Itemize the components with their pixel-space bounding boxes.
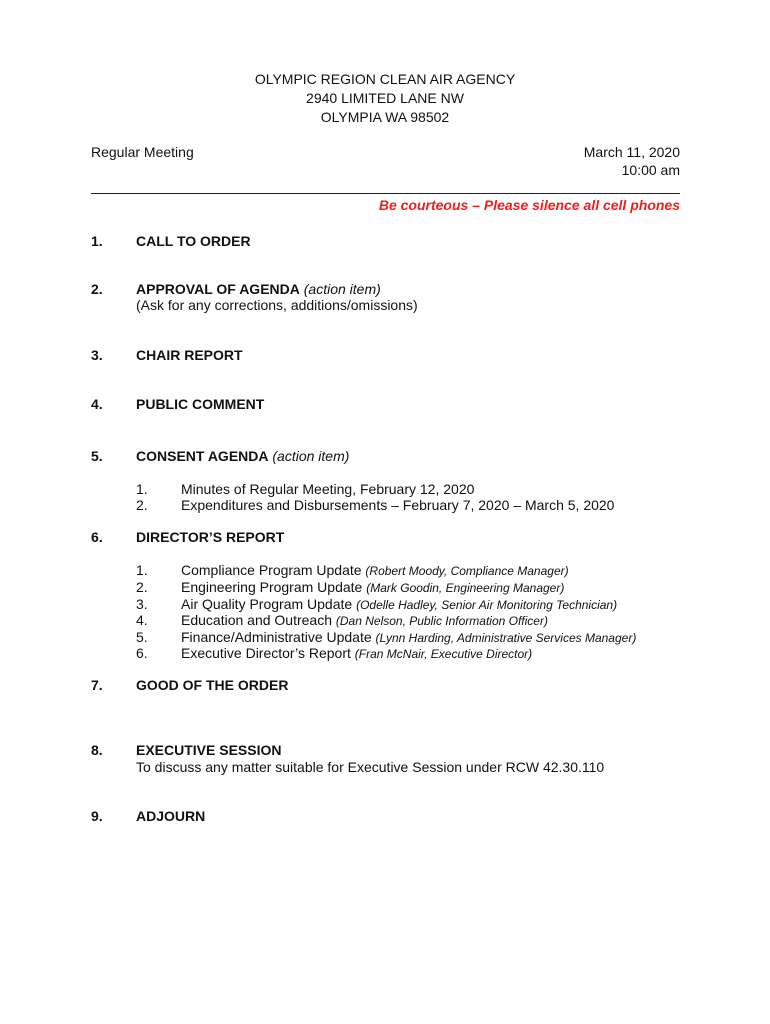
item-6-sub-3-number: 3. [136,596,148,612]
item-5-heading [136,448,349,465]
item-6-sub-6-presenter: (Fran McNair, Executive Director) [354,647,533,661]
item-5-title: CONSENT AGENDA [136,448,269,464]
item-6-sub-2-number: 2. [136,579,148,595]
item-6-sub-6-number: 6. [136,645,148,661]
item-6-sub-2 [181,579,564,597]
item-1-title: CALL TO ORDER [136,233,251,249]
item-6-sub-2-text: Engineering Program Update [181,579,363,595]
item-6-sub-4-text: Education and Outreach [181,612,332,628]
item-9-title: ADJOURN [136,808,206,824]
item-6-sub-1-presenter: (Robert Moody, Compliance Manager) [365,564,569,578]
item-6-sub-5-number: 5. [136,629,148,645]
courtesy-notice: Be courteous – Please silence all cell phones [378,197,680,213]
item-6-sub-2-presenter: (Mark Goodin, Engineering Manager) [366,581,565,595]
item-6-sub-6-text: Executive Director’s Report [181,645,351,661]
org-city: OLYMPIA WA 98502 [320,109,450,125]
org-address: 2940 LIMITED LANE NW [306,90,464,106]
meeting-type: Regular Meeting [91,144,194,160]
item-5-sub-1-number: 1. [136,481,148,497]
item-5-sub-2-text: Expenditures and Disbursements – February 7, 2020 – March 5, 2020 [181,497,615,513]
item-6-sub-1-text: Compliance Program Update [181,562,362,578]
item-3-title: CHAIR REPORT [136,347,243,363]
meeting-time: 10:00 am [621,162,680,178]
item-5-tag: (action item) [272,448,350,464]
header-divider [91,193,680,194]
item-6-number: 6. [91,529,103,545]
item-6-sub-3-presenter: (Odelle Hadley, Senior Air Monitoring Technician) [356,598,618,612]
item-3-number: 3. [91,347,103,363]
item-8-detail: To discuss any matter suitable for Executive Session under RCW 42.30.110 [136,759,605,775]
item-5-sub-1-text: Minutes of Regular Meeting, February 12, 2020 [181,481,475,497]
item-6-title: DIRECTOR’S REPORT [136,529,285,545]
item-2-title: APPROVAL OF AGENDA [136,281,300,297]
item-2-tag: (action item) [303,281,381,297]
item-6-sub-1-number: 1. [136,562,148,578]
item-6-sub-5-presenter: (Lynn Harding, Administrative Services Manager) [375,631,637,645]
item-6-sub-5-text: Finance/Administrative Update [181,629,372,645]
item-8-title: EXECUTIVE SESSION [136,742,282,758]
item-6-sub-1 [181,562,569,580]
item-7-title: GOOD OF THE ORDER [136,677,289,693]
item-6-sub-3-text: Air Quality Program Update [181,596,353,612]
meeting-date: March 11, 2020 [583,144,680,160]
item-2-heading [136,281,381,298]
item-4-number: 4. [91,396,103,412]
item-6-sub-4-number: 4. [136,612,148,628]
item-4-title: PUBLIC COMMENT [136,396,265,412]
item-2-detail: (Ask for any corrections, additions/omissions) [136,297,418,313]
item-8-number: 8. [91,742,103,758]
item-6-sub-6 [181,645,532,663]
item-6-sub-4 [181,612,548,630]
org-name: OLYMPIC REGION CLEAN AIR AGENCY [254,71,516,87]
item-6-sub-4-presenter: (Dan Nelson, Public Information Officer) [335,614,548,628]
item-1-number: 1. [91,233,103,249]
item-9-number: 9. [91,808,103,824]
item-2-number: 2. [91,281,103,297]
item-5-number: 5. [91,448,103,464]
item-7-number: 7. [91,677,103,693]
item-5-sub-2-number: 2. [136,497,148,513]
